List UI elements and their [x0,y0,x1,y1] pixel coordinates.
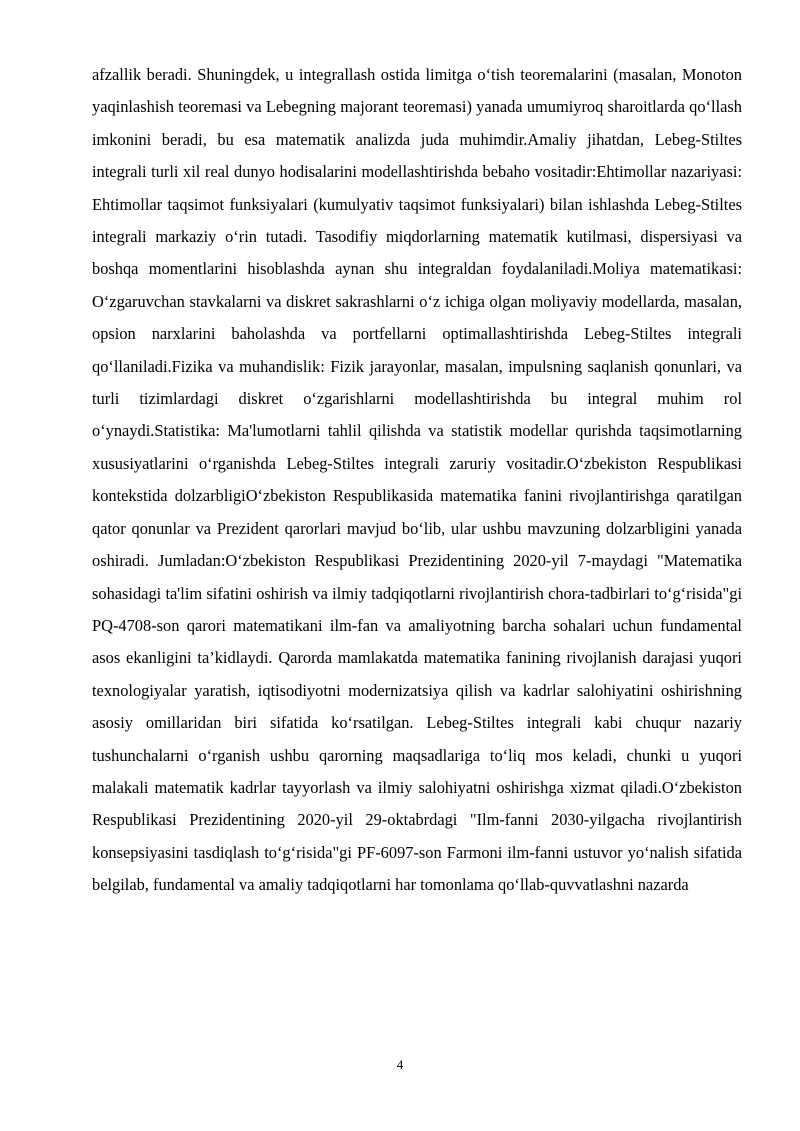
page-number: 4 [396,1057,404,1072]
body-paragraph: afzallik beradi. Shuningdek, u integrallash ostida limitga o‘tish teoremalarini (masalan, Monoton yaqinlashish teoremasi va Lebegning majorant teoremasi) yanada umumiyroq sharoitlarda qo‘llash imkonini beradi, bu esa matematik analizda juda muhimdir.Amaliy jihatdan, Lebeg-Stiltes integrali turli xil real dunyo hodisalarini modellashtirishda bebaho vositadir:Ehtimollar nazariyasi: Ehtimollar taqsimot funksiyalari (kumulyativ taqsimot funksiyalari) bilan ishlashda Lebeg-Stiltes integrali markaziy o‘rin tutadi. Tasodifiy miqdorlarning matematik kutilmasi, dispersiyasi va boshqa momentlarini hisoblashda aynan shu integraldan foydalaniladi.Moliya matematikasi: O‘zgaruvchan stavkalarni va diskret sakrashlarni o‘z ichiga olgan moliyaviy modellarda, masalan, opsion narxlarini baholashda va portfellarni optimallashtirishda Lebeg-Stiltes integrali qo‘llaniladi.Fizika va muhandislik: Fizik jarayonlar, masalan, impulsning saqlanish qonunlari, va turli tizimlardagi diskret o‘zgarishlarni modellashtirishda bu integral muhim rol o‘ynaydi.Statistika: Ma'lumotlarni tahlil qilishda va statistik modellar qurishda taqsimotlarning xususiyatlarini o‘rganishda Lebeg-Stiltes integrali zaruriy vositadir.O‘zbekiston Respublikasi kontekstida dolzarbligiO‘zbekiston Respublikasida matematika fanini rivojlantirishga qaratilgan qator qonunlar va Prezident qarorlari mavjud bo‘lib, ular ushbu mavzuning dolzarbligini yanada oshiradi. Jumladan:O‘zbekiston Respublikasi Prezidentining 2020-yil 7-maydagi "Matematika sohasidagi ta'lim sifatini oshirish va ilmiy tadqiqotlarni rivojlantirish chora-tadbirlari to‘g‘risida"gi PQ-4708-son qarori matematikani ilm-fan va amaliyotning barcha sohalari uchun fundamental asos ekanligini ta’kidlaydi. Qarorda mamlakatda matematika fanining rivojlanish darajasi yuqori texnologiyalar yaratish, iqtisodiyotni modernizatsiya qilish va kadrlar salohiyatini oshirishning asosiy omillaridan biri sifatida ko‘rsatilgan. Lebeg-Stiltes integrali kabi chuqur nazariy tushunchalarni o‘rganish ushbu qarorning maqsadlariga to‘liq mos keladi, chunki u yuqori malakali matematik kadrlar tayyorlash va ilmiy salohiyatni oshirishga xizmat qiladi.O‘zbekiston Respublikasi Prezidentining 2020-yil 29-oktabrdagi "Ilm-fanni 2030-yilgacha rivojlantirish konsepsiyasini tasdiqlash to‘g‘risida"gi PF-6097-son Farmoni ilm-fanni ustuvor yo‘nalish sifatida belgilab, fundamental va amaliy tadqiqotlarni har tomonlama qo‘llab-quvvatlashni nazarda [92,65,742,895]
